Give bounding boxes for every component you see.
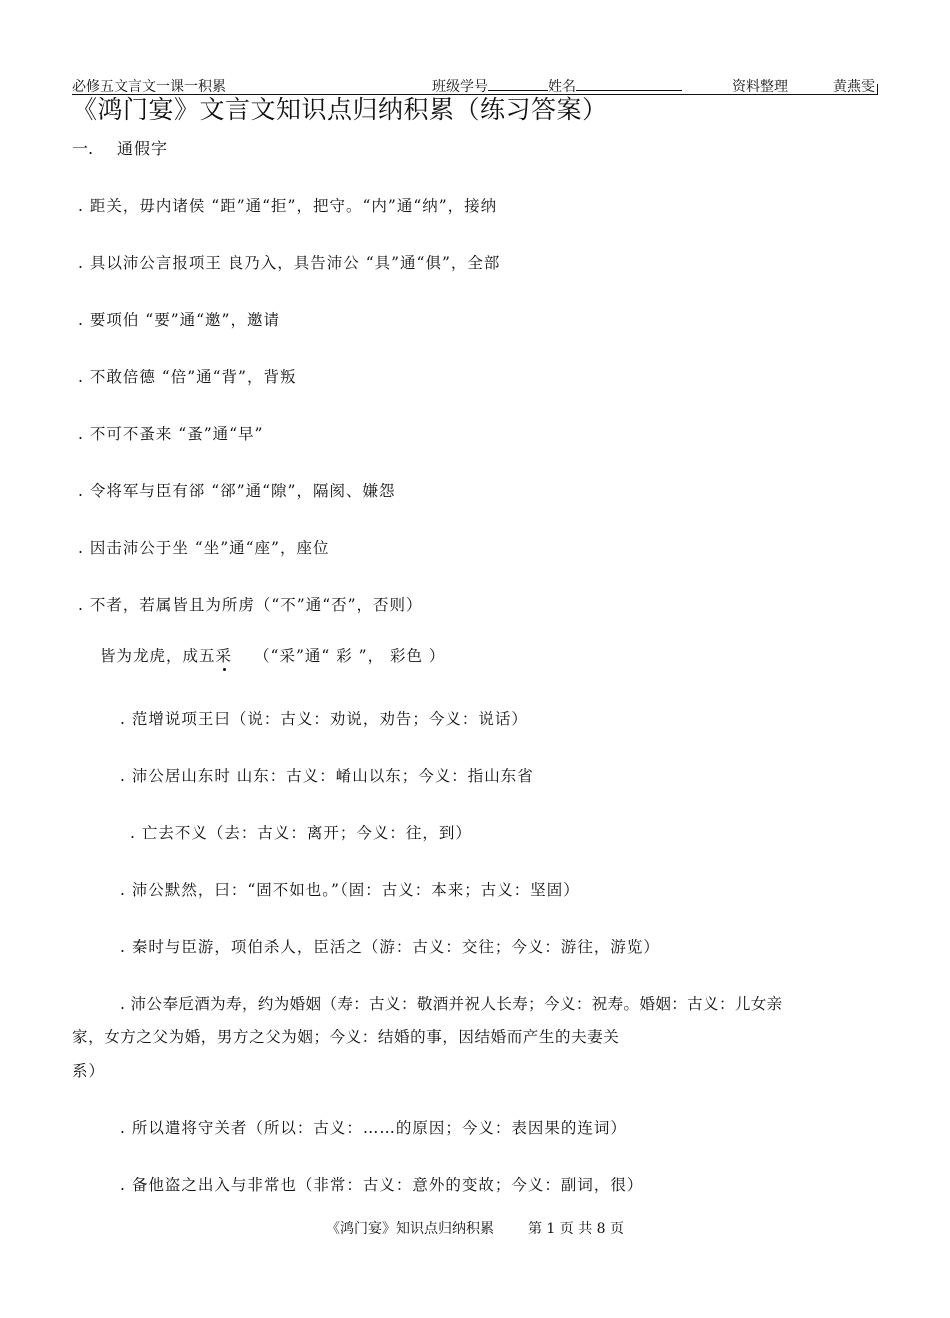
list-item: . 备他盗之出入与非常也（非常：古义：意外的变故；今义：副词，很） (120, 1176, 644, 1194)
list-item: . 具以沛公言报项王 良乃入，具告沛公 “具”通“俱”，全部 (78, 254, 501, 272)
footer-doc-title: 《鸿门宴》知识点归纳积累 (325, 1221, 494, 1237)
header-course: 必修五文言文一课一积累 (72, 79, 226, 95)
continuation-text: 皆为龙虎，成五 (100, 647, 216, 665)
emphasized-char: 采 (215, 647, 233, 665)
list-item: . 所以遣将守关者（所以：古义：……的原因；今义：表因果的连词） (120, 1119, 627, 1137)
list-item: . 沛公奉卮酒为寿，约为婚姻（寿：古义：敬酒并祝人长寿；今义：祝寿。婚姻：古义：儿女亲 (120, 995, 783, 1013)
list-item-continuation (100, 644, 445, 666)
list-item: . 不敢倍德 “倍”通“背”，背叛 (78, 368, 297, 386)
page-title: 《鸿门宴》文言文知识点归纳积累（练习答案） (72, 95, 608, 124)
header-rule-tick (877, 84, 878, 95)
section1-heading: 通假字 (117, 139, 169, 158)
compiler-name: 黄燕雯 (833, 79, 875, 95)
list-item-wrap: 系） (72, 1062, 106, 1080)
section1-number: 一. (72, 139, 94, 158)
list-item: . 沛公居山东时 山东：古义：崤山以东；今义：指山东省 (120, 767, 534, 785)
list-item: . 范增说项王曰（说：古义：劝说，劝告；今义：说话） (120, 710, 528, 728)
list-item-wrap: 家，女方之父为婚，男方之父为姻；今义：结婚的事，因结婚而产生的夫妻关 (72, 1028, 620, 1046)
list-item: . 因击沛公于坐 “坐”通“座”，座位 (78, 539, 330, 557)
list-item: . 不可不蚤来 “蚤”通“早” (78, 425, 264, 443)
page-footer (0, 1218, 950, 1238)
list-item: . 沛公默然，曰：“固不如也。”（固：古义：本来；古义：坚固） (120, 881, 580, 899)
list-item: . 亡去不义（去：古义：离开；今义：往，到） (130, 824, 472, 842)
class-blank (488, 76, 548, 91)
name-label: 姓名 (548, 79, 576, 95)
compiled-by-label: 资料整理 (732, 79, 788, 95)
name-blank (576, 76, 682, 91)
list-item: . 不者，若属皆且为所虏（“不”通“否”，否则） (78, 596, 423, 614)
list-item: . 距关，毋内诸侯 “距”通“拒”，把守。“内”通“纳”，接纳 (78, 197, 498, 215)
class-label: 班级学号 (432, 79, 488, 95)
list-item: . 秦时与臣游，项伯杀人，臣活之（游：古义：交往；今义：游往，游览） (120, 938, 660, 956)
list-item: . 要项伯 “要”通“邀”，邀请 (78, 311, 280, 329)
page-number: 第 1 页 共 8 页 (527, 1221, 625, 1237)
continuation-note: （“采”通“ 彩 ”， 彩色 ） (254, 647, 446, 665)
list-item: . 令将军与臣有郤 “郤”通“隙”，隔阂、嫌怨 (78, 482, 396, 500)
